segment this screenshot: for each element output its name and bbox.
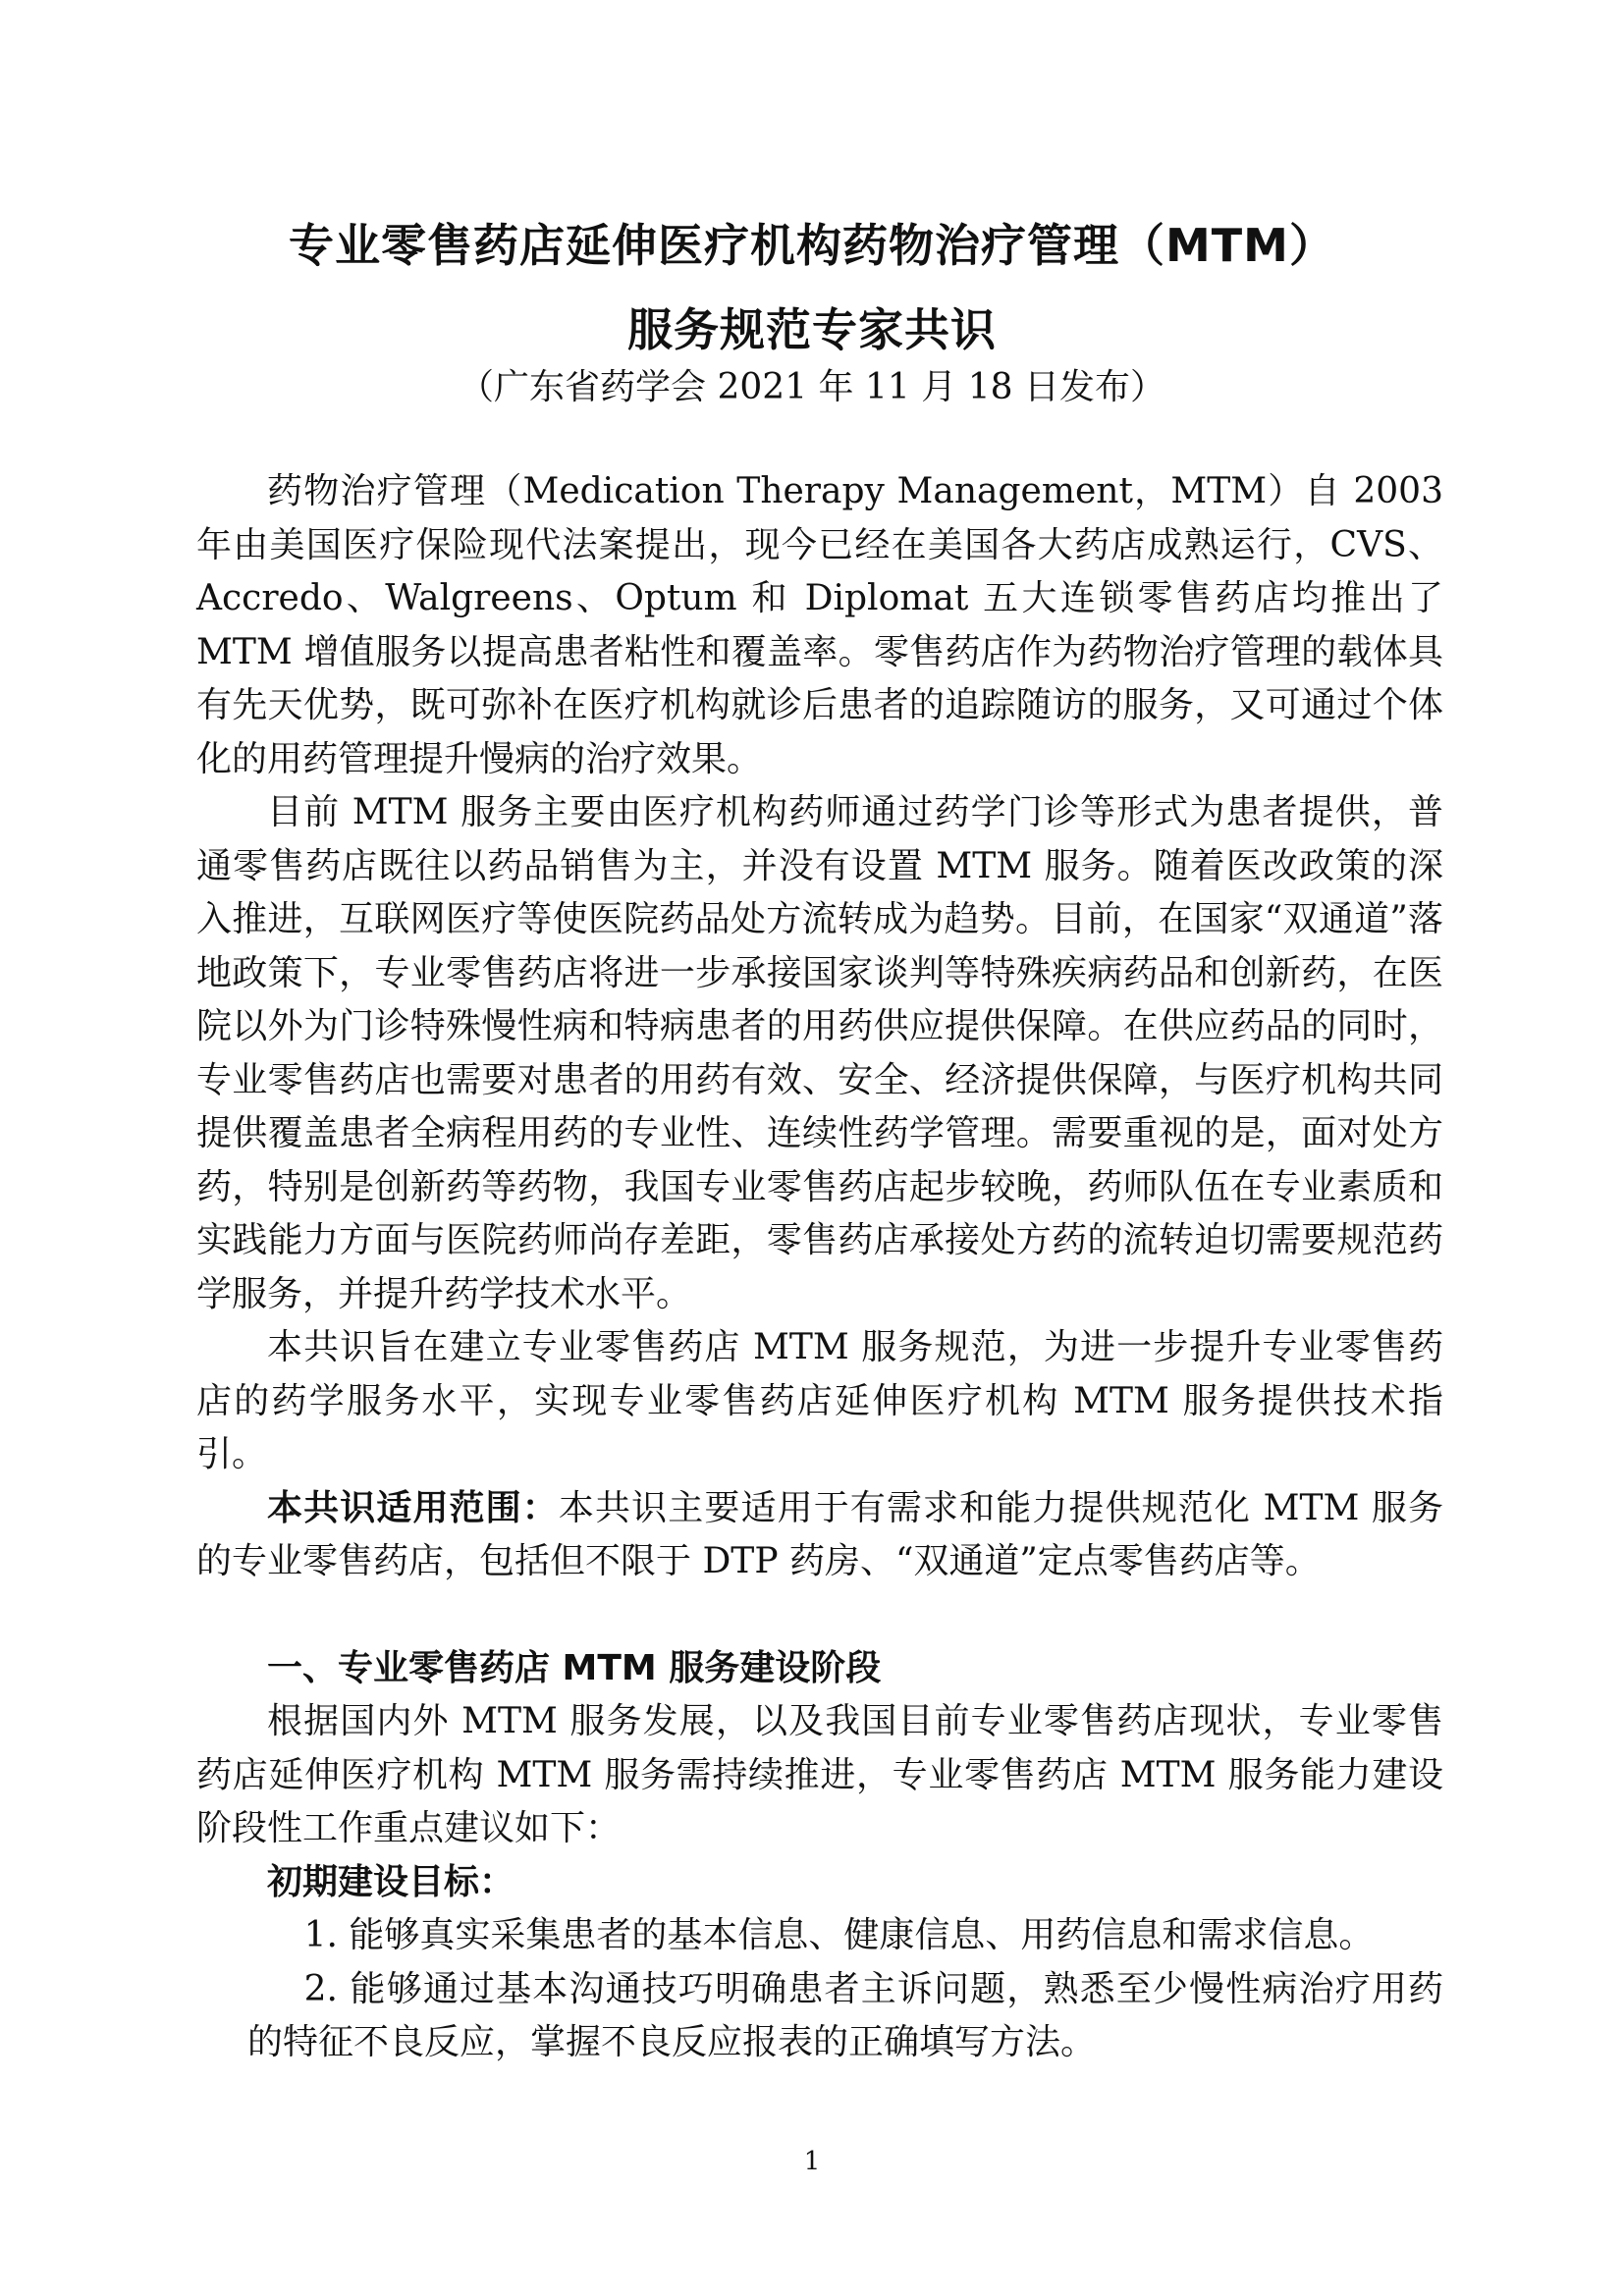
scope-text: 本共识主要适用于有需求和能力提供规范化 MTM 服务的专业零售药店，包括但不限于 DTP 药房、“双通道”定点零售药店等。	[196, 1487, 1443, 1581]
paragraph-intro-mtm: 药物治疗管理（Medication Therapy Management，MTM）自 2003 年由美国医疗保险现代法案提出，现今已经在美国各大药店成熟运行，CVS、Accredo、Walgreens、Optum 和 Diplomat 五大连锁零售药店均推出了 MTM 增值服务以提高患者粘性和覆盖率。零售药店作为药物治疗管理的载体具有先天优势，既可弥补在医疗机构就诊后患者的追踪随访的服务，又可通过个体化的用药管理提升慢病的治疗效果。	[196, 471, 1443, 779]
document-body	[196, 465, 1443, 2070]
section-1-intro: 根据国内外 MTM 服务发展，以及我国目前专业零售药店现状，专业零售药店延伸医疗机构 MTM 服务需持续推进，专业零售药店 MTM 服务能力建设阶段性工作重点建议如下：	[196, 1701, 1443, 1848]
scope-label: 本共识适用范围：	[267, 1487, 559, 1528]
section-1-heading: 一、专业零售药店 MTM 服务建设阶段	[267, 1647, 882, 1688]
document-title-line-1: 专业零售药店延伸医疗机构药物治疗管理（MTM）	[289, 219, 1335, 272]
document-title-line-2: 服务规范专家共识	[627, 303, 997, 356]
paragraph-scope	[196, 1482, 1443, 1589]
initial-goal-item-1: 1. 能够真实采集患者的基本信息、健康信息、用药信息和需求信息。	[303, 1915, 1375, 1955]
initial-goals-heading: 初期建设目标：	[267, 1861, 515, 1902]
initial-goal-item-2: 2. 能够通过基本沟通技巧明确患者主诉问题，熟悉至少慢性病治疗用药的特征不良反应，掌握不良反应报表的正确填写方法。	[247, 1968, 1443, 2062]
document-subtitle: （广东省药学会 2021 年 11 月 18 日发布）	[459, 367, 1165, 407]
paragraph-purpose: 本共识旨在建立专业零售药店 MTM 服务规范，为进一步提升专业零售药店的药学服务水平，实现专业零售药店延伸医疗机构 MTM 服务提供技术指引。	[196, 1327, 1443, 1474]
page-number: 1	[803, 2147, 821, 2176]
paragraph-current-status: 目前 MTM 服务主要由医疗机构药师通过药学门诊等形式为患者提供，普通零售药店既往以药品销售为主，并没有设置 MTM 服务。随着医改政策的深入推进，互联网医疗等使医院药品处方流转成为趋势。目前，在国家“双通道”落地政策下，专业零售药店将进一步承接国家谈判等特殊疾病药品和创新药，在医院以外为门诊特殊慢性病和特病患者的用药供应提供保障。在供应药品的同时，专业零售药店也需要对患者的用药有效、安全、经济提供保障，与医疗机构共同提供覆盖患者全病程用药的专业性、连续性药学管理。需要重视的是，面对处方药，特别是创新药等药物，我国专业零售药店起步较晚，药师队伍在专业素质和实践能力方面与医院药师尚存差距，零售药店承接处方药的流转迫切需要规范药学服务，并提升药学技术水平。	[196, 792, 1443, 1314]
